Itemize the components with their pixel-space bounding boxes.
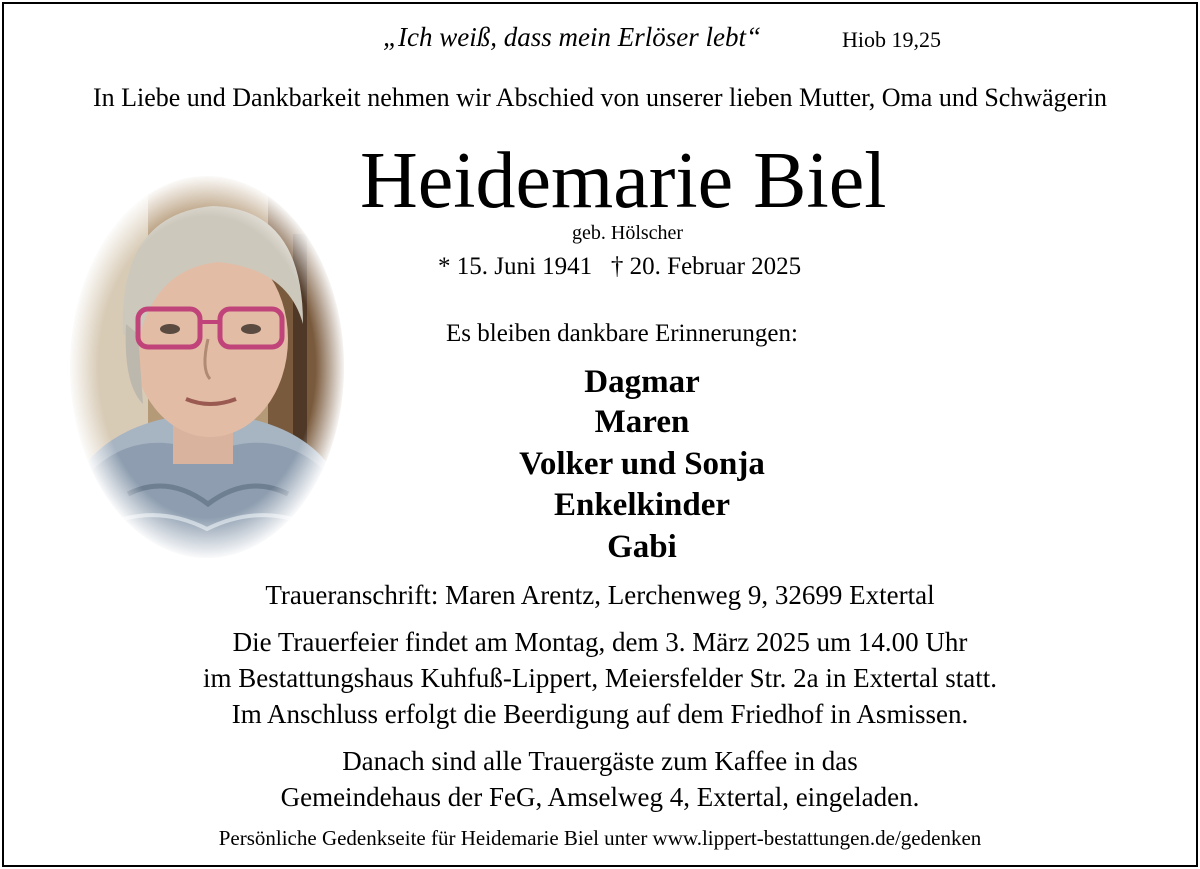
mourners-intro: Es bleiben dankbare Erinnerungen: (446, 320, 798, 347)
mourner-name: Volker und Sonja (519, 446, 765, 482)
mourner-name: Enkelkinder (553, 487, 731, 523)
mourner-name: Gabi (607, 529, 677, 565)
mourning-address: Traueranschrift: Maren Arentz, Lerchenweg 9, 32699 Extertal (265, 580, 935, 610)
deceased-name: Heidemarie Biel (360, 137, 887, 225)
service-line: im Bestattungshaus Kuhfuß-Lippert, Meiersfelder Str. 2a in Extertal statt. (202, 663, 998, 693)
memorial-page-note: Persönliche Gedenkseite für Heidemarie Biel unter www.lippert-bestattungen.de/gedenken (218, 826, 982, 850)
coffee-line: Danach sind alle Trauergäste zum Kaffee in das (342, 746, 858, 776)
mourner-name: Maren (594, 404, 690, 440)
funeral-service-text (0, 624, 1200, 732)
coffee-invitation (0, 743, 1200, 815)
bible-verse-reference: Hiob 19,25 (842, 27, 941, 52)
portrait-photo (68, 174, 346, 560)
maiden-name: geb. Hölscher (572, 222, 684, 244)
bible-quote: „Ich weiß, dass mein Erlöser lebt“ (383, 22, 761, 52)
life-dates: * 15. Juni 1941 † 20. Februar 2025 (438, 253, 802, 280)
intro-text: In Liebe und Dankbarkeit nehmen wir Abschied von unserer lieben Mutter, Oma und Schwägerin (92, 83, 1108, 112)
coffee-line: Gemeindehaus der FeG, Amselweg 4, Extertal, eingeladen. (280, 782, 920, 812)
mourner-name: Dagmar (584, 364, 700, 400)
service-line: Im Anschluss erfolgt die Beerdigung auf dem Friedhof in Asmissen. (231, 699, 969, 729)
service-line: Die Trauerfeier findet am Montag, dem 3. März 2025 um 14.00 Uhr (232, 627, 968, 657)
